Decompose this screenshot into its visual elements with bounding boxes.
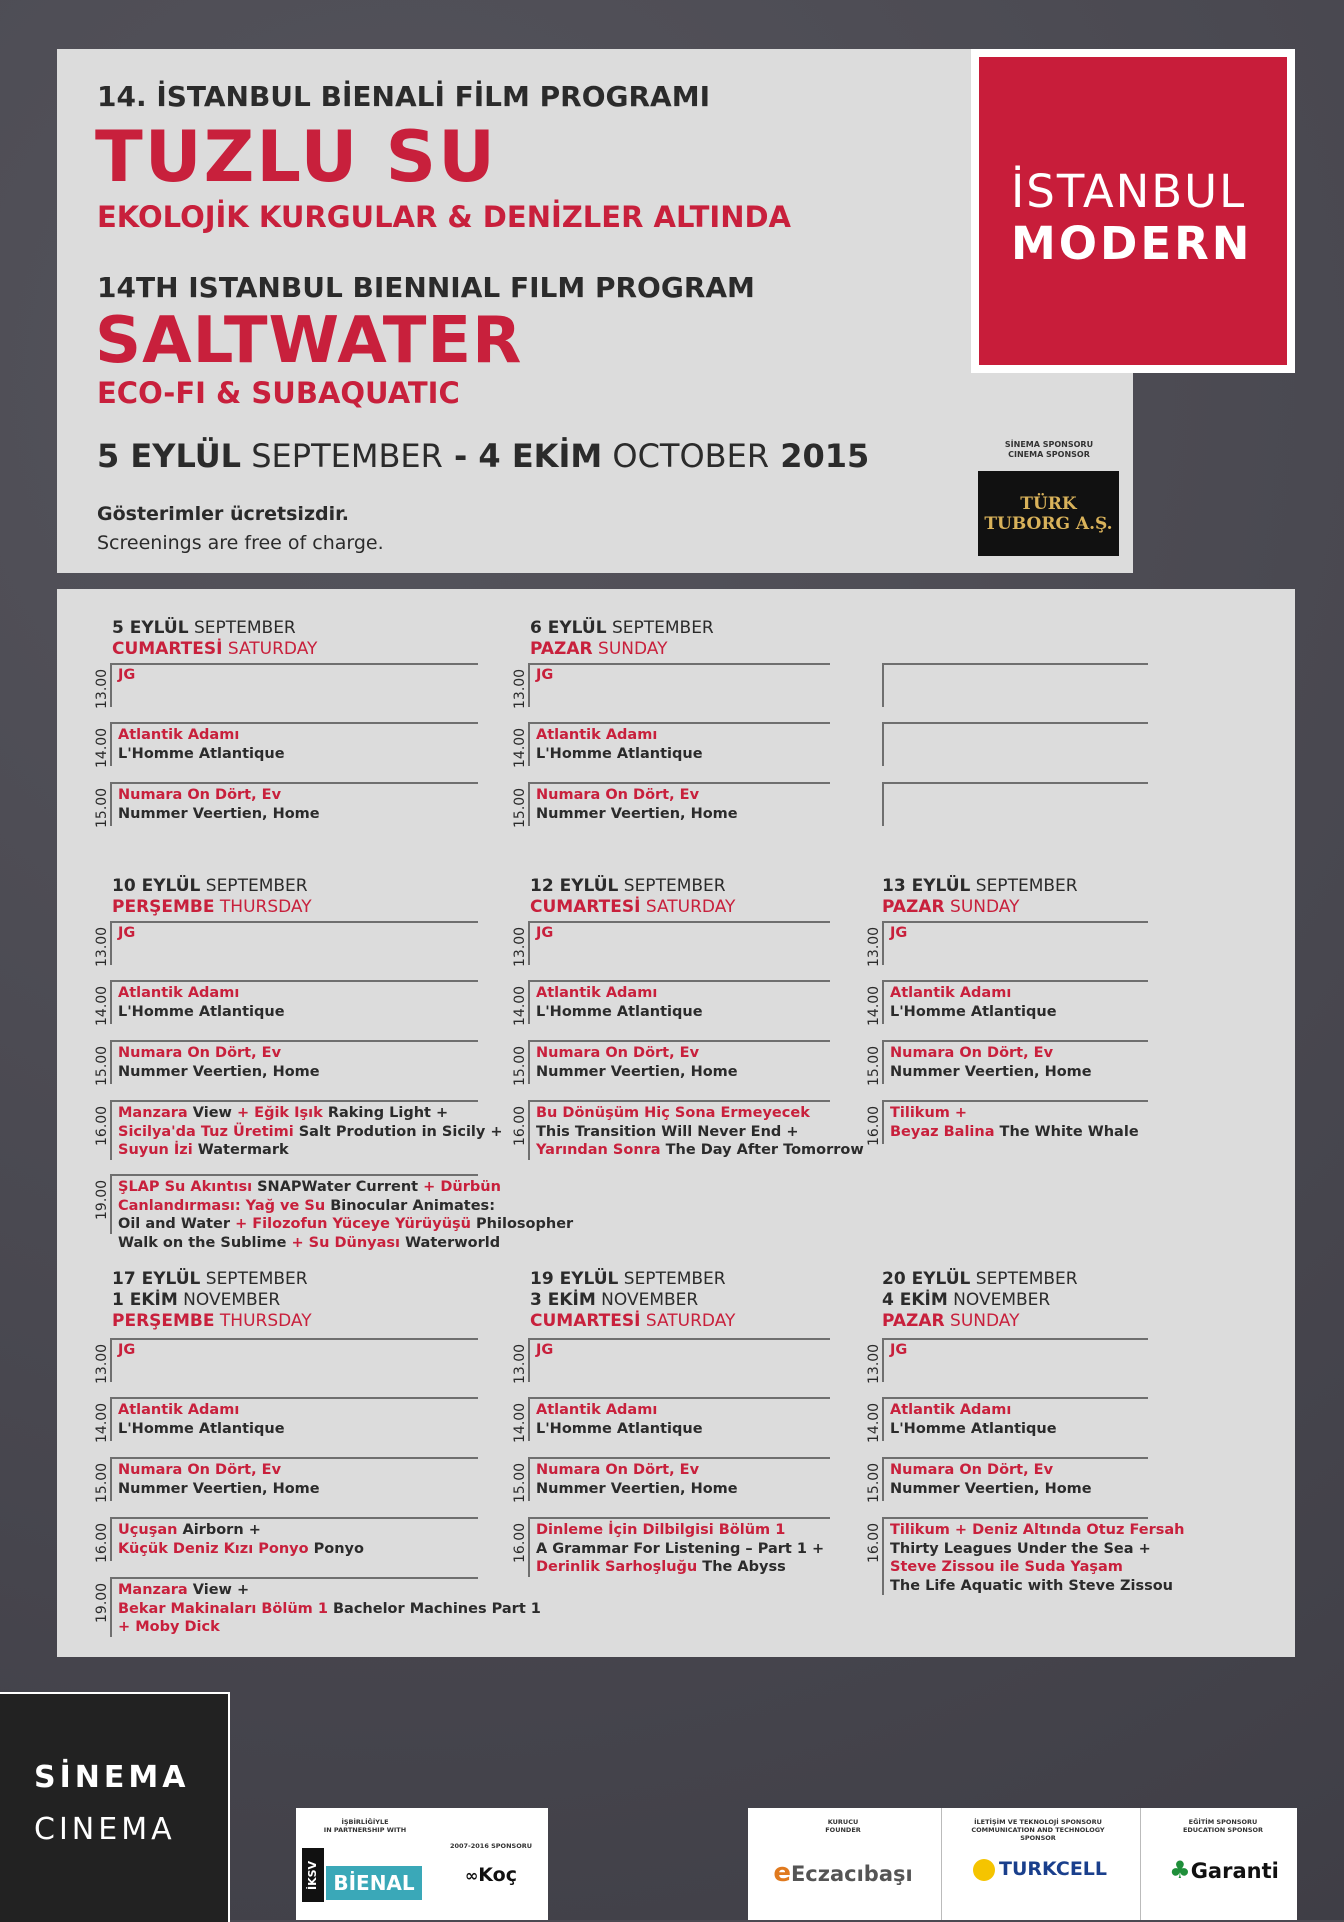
slot-rule bbox=[110, 980, 112, 1024]
slot-rule bbox=[110, 722, 478, 724]
film-entry: Manzara View + Bekar Makinaları Bölüm 1 Bachelor Machines Part 1 + Moby Dick bbox=[118, 1582, 541, 1635]
slot-rule bbox=[110, 663, 112, 707]
time-label: 15.00 bbox=[512, 787, 528, 828]
slot-rule bbox=[110, 1457, 112, 1501]
slot-rule bbox=[528, 663, 530, 707]
film-entry: Numara On Dört, Ev Nummer Veertien, Home bbox=[118, 787, 320, 822]
time-label: 14.00 bbox=[512, 727, 528, 768]
slot-rule bbox=[528, 1457, 830, 1459]
slot-rule bbox=[882, 1457, 1148, 1459]
slot-rule bbox=[110, 1040, 112, 1084]
film-entry: Dinleme İçin Dilbilgisi Bölüm 1 A Grammar For Listening – Part 1 + Derinlik Sarhoşluğu The Abyss bbox=[536, 1522, 825, 1575]
time-label: 14.00 bbox=[512, 1402, 528, 1443]
slot-rule bbox=[882, 1338, 1148, 1340]
slot-rule bbox=[110, 1100, 478, 1102]
film-entry: JG bbox=[118, 1342, 136, 1358]
time-label: 14.00 bbox=[866, 985, 882, 1026]
slot-rule bbox=[528, 1040, 530, 1084]
partners-box bbox=[296, 1808, 548, 1920]
slot-rule bbox=[528, 980, 830, 982]
film-entry: Atlantik Adamı L'Homme Atlantique bbox=[536, 1402, 703, 1437]
time-label: 13.00 bbox=[866, 926, 882, 967]
film-entry: Atlantik Adamı L'Homme Atlantique bbox=[536, 985, 703, 1020]
day-heading: 19 EYLÜL SEPTEMBER 3 EKİM NOVEMBER CUMARTESİ SATURDAY bbox=[530, 1269, 736, 1331]
film-entry: JG bbox=[536, 925, 554, 941]
slot-rule bbox=[882, 921, 884, 965]
sinema-label-box bbox=[0, 1692, 230, 1922]
clover-icon: ♣ bbox=[1169, 1856, 1191, 1884]
sinema-label: SİNEMA bbox=[34, 1760, 190, 1795]
slot-rule bbox=[528, 1100, 530, 1160]
time-label: 14.00 bbox=[94, 727, 110, 768]
time-label: 16.00 bbox=[866, 1105, 882, 1146]
slot-rule bbox=[110, 980, 478, 982]
time-label: 15.00 bbox=[512, 1045, 528, 1086]
film-entry: Numara On Dört, Ev Nummer Veertien, Home bbox=[536, 1045, 738, 1080]
film-entry: Numara On Dört, Ev Nummer Veertien, Home bbox=[118, 1045, 320, 1080]
slot-rule bbox=[110, 782, 112, 826]
empty-slot-rule bbox=[882, 663, 1148, 665]
slot-rule bbox=[110, 1338, 112, 1382]
time-label: 16.00 bbox=[94, 1522, 110, 1563]
day-heading: 20 EYLÜL SEPTEMBER 4 EKİM NOVEMBER PAZAR SUNDAY bbox=[882, 1269, 1078, 1331]
slot-rule bbox=[882, 1517, 884, 1595]
slot-rule bbox=[110, 921, 112, 965]
empty-slot-rule bbox=[882, 782, 884, 826]
film-entry: Atlantik Adamı L'Homme Atlantique bbox=[118, 1402, 285, 1437]
slot-rule bbox=[882, 1517, 1148, 1519]
time-label: 19.00 bbox=[94, 1582, 110, 1623]
film-entry: ŞLAP Su Akıntısı SNAPWater Current + Dürbün Canlandırması: Yağ ve Su Binocular Animates: Oil and Water + Filozofun Yüceye Yürüyüşü Philosopher Walk on the Sublime + Su Dünyası Waterworld bbox=[118, 1179, 574, 1251]
time-label: 13.00 bbox=[512, 668, 528, 709]
festival-dates: 5 EYLÜL SEPTEMBER - 4 EKİM OCTOBER 2015 bbox=[97, 437, 870, 475]
slot-rule bbox=[882, 980, 884, 1024]
day-heading: 5 EYLÜL SEPTEMBER CUMARTESİ SATURDAY bbox=[112, 618, 318, 659]
slot-rule bbox=[528, 1338, 830, 1340]
empty-slot-rule bbox=[882, 782, 1148, 784]
time-label: 14.00 bbox=[866, 1402, 882, 1443]
time-label: 13.00 bbox=[512, 926, 528, 967]
slot-rule bbox=[528, 1397, 530, 1441]
time-label: 16.00 bbox=[512, 1105, 528, 1146]
film-entry: Uçuşan Airborn + Küçük Deniz Kızı Ponyo Ponyo bbox=[118, 1522, 364, 1557]
slot-rule bbox=[110, 1397, 112, 1441]
slot-rule bbox=[110, 921, 478, 923]
koc-label: 2007-2016 SPONSORU bbox=[449, 1842, 533, 1850]
time-label: 15.00 bbox=[866, 1045, 882, 1086]
empty-slot-rule bbox=[882, 663, 884, 707]
slot-rule bbox=[110, 1517, 478, 1519]
slot-rule bbox=[110, 1397, 478, 1399]
slot-rule bbox=[882, 1397, 884, 1441]
edu-label: EĞİTİM SPONSORU EDUCATION SPONSOR bbox=[1182, 1818, 1264, 1834]
slot-rule bbox=[528, 1517, 530, 1577]
logo-line1: İSTANBUL bbox=[1011, 165, 1247, 218]
slot-rule bbox=[528, 921, 830, 923]
film-entry: JG bbox=[890, 925, 908, 941]
slot-rule bbox=[110, 663, 478, 665]
time-label: 13.00 bbox=[94, 668, 110, 709]
iksv-logo: İKSV bbox=[302, 1848, 324, 1902]
slot-rule bbox=[882, 1397, 1148, 1399]
slot-rule bbox=[110, 1577, 112, 1637]
slot-rule bbox=[528, 782, 830, 784]
time-label: 13.00 bbox=[94, 1343, 110, 1384]
turkcell-logo: TURKCELL bbox=[960, 1858, 1120, 1881]
slot-rule bbox=[882, 1100, 884, 1144]
slot-rule bbox=[528, 1100, 830, 1102]
film-entry: Atlantik Adamı L'Homme Atlantique bbox=[118, 727, 285, 762]
partner-label: İŞBİRLİĞİYLE IN PARTNERSHIP WITH bbox=[323, 1818, 407, 1834]
istanbul-modern-logo bbox=[971, 49, 1295, 373]
slot-rule bbox=[882, 921, 1148, 923]
tr-title: TUZLU SU bbox=[95, 116, 497, 198]
slot-rule bbox=[110, 1517, 112, 1561]
slot-rule bbox=[110, 1338, 478, 1340]
slot-rule bbox=[528, 722, 830, 724]
time-label: 14.00 bbox=[512, 985, 528, 1026]
slot-rule bbox=[110, 1174, 112, 1234]
slot-rule bbox=[528, 921, 530, 965]
slot-rule bbox=[110, 1174, 478, 1176]
slot-rule bbox=[528, 1457, 530, 1501]
time-label: 19.00 bbox=[94, 1179, 110, 1220]
slot-rule bbox=[882, 1100, 1148, 1102]
time-label: 15.00 bbox=[512, 1462, 528, 1503]
en-subtitle: ECO-FI & SUBAQUATIC bbox=[97, 376, 460, 410]
slot-rule bbox=[882, 1040, 1148, 1042]
cinema-label: CINEMA bbox=[34, 1812, 176, 1847]
film-entry: JG bbox=[118, 667, 136, 683]
empty-slot-rule bbox=[882, 722, 1148, 724]
slot-rule bbox=[110, 1100, 112, 1160]
turkcell-icon bbox=[973, 1859, 995, 1881]
slot-rule bbox=[528, 980, 530, 1024]
slot-rule bbox=[110, 1040, 478, 1042]
slot-rule bbox=[110, 1457, 478, 1459]
film-entry: JG bbox=[536, 1342, 554, 1358]
film-entry: Atlantik Adamı L'Homme Atlantique bbox=[536, 727, 703, 762]
slot-rule bbox=[528, 1397, 830, 1399]
slot-rule bbox=[110, 1577, 478, 1579]
koc-symbol-icon: ∞ bbox=[464, 1866, 479, 1885]
film-entry: Numara On Dört, Ev Nummer Veertien, Home bbox=[890, 1045, 1092, 1080]
day-heading: 6 EYLÜL SEPTEMBER PAZAR SUNDAY bbox=[530, 618, 714, 659]
slot-rule bbox=[882, 1040, 884, 1084]
empty-slot-rule bbox=[882, 722, 884, 766]
film-entry: Numara On Dört, Ev Nummer Veertien, Home bbox=[536, 787, 738, 822]
slot-rule bbox=[528, 663, 830, 665]
slot-rule bbox=[110, 722, 112, 766]
cinema-sponsor-label: SİNEMA SPONSORU CINEMA SPONSOR bbox=[1004, 440, 1094, 459]
divider bbox=[941, 1808, 942, 1920]
slot-rule bbox=[882, 1457, 884, 1501]
film-entry: Tilikum + Deniz Altında Otuz Fersah Thirty Leagues Under the Sea + Steve Zissou ile Suda Yaşam The Life Aquatic with Steve Zissou bbox=[890, 1522, 1185, 1594]
eczacibasi-logo: eEczacıbaşı bbox=[773, 1858, 913, 1888]
day-heading: 10 EYLÜL SEPTEMBER PERŞEMBE THURSDAY bbox=[112, 876, 312, 917]
sponsors-box bbox=[748, 1808, 1297, 1920]
time-label: 15.00 bbox=[94, 787, 110, 828]
free-tr: Gösterimler ücretsizdir. bbox=[97, 503, 349, 525]
film-entry: JG bbox=[118, 925, 136, 941]
eczacibasi-e-icon: e bbox=[773, 1858, 791, 1888]
film-entry: Numara On Dört, Ev Nummer Veertien, Home bbox=[536, 1462, 738, 1497]
bienal-logo: BİENAL bbox=[326, 1866, 422, 1900]
time-label: 15.00 bbox=[866, 1462, 882, 1503]
time-label: 14.00 bbox=[94, 1402, 110, 1443]
time-label: 14.00 bbox=[94, 985, 110, 1026]
free-en: Screenings are free of charge. bbox=[97, 532, 384, 554]
tr-subtitle: EKOLOJİK KURGULAR & DENİZLER ALTINDA bbox=[97, 200, 791, 234]
divider bbox=[1140, 1808, 1141, 1920]
time-label: 13.00 bbox=[512, 1343, 528, 1384]
comm-label: İLETİŞİM VE TEKNOLOJİ SPONSORU COMMUNICATION AND TECHNOLOGY SPONSOR bbox=[971, 1818, 1105, 1842]
time-label: 15.00 bbox=[94, 1045, 110, 1086]
film-entry: Numara On Dört, Ev Nummer Veertien, Home bbox=[890, 1462, 1092, 1497]
tr-program-title: 14. İSTANBUL BİENALİ FİLM PROGRAMI bbox=[97, 80, 711, 113]
time-label: 16.00 bbox=[866, 1522, 882, 1563]
slot-rule bbox=[882, 980, 1148, 982]
film-entry: Atlantik Adamı L'Homme Atlantique bbox=[890, 985, 1057, 1020]
logo-line2: MODERN bbox=[1011, 217, 1253, 270]
time-label: 13.00 bbox=[866, 1343, 882, 1384]
film-entry: Tilikum + Beyaz Balina The White Whale bbox=[890, 1105, 1139, 1140]
slot-rule bbox=[528, 1040, 830, 1042]
time-label: 15.00 bbox=[94, 1462, 110, 1503]
slot-rule bbox=[528, 782, 530, 826]
film-entry: Atlantik Adamı L'Homme Atlantique bbox=[118, 985, 285, 1020]
en-title: SALTWATER bbox=[95, 304, 523, 378]
film-entry: JG bbox=[536, 667, 554, 683]
day-heading: 13 EYLÜL SEPTEMBER PAZAR SUNDAY bbox=[882, 876, 1078, 917]
time-label: 16.00 bbox=[94, 1105, 110, 1146]
day-heading: 17 EYLÜL SEPTEMBER 1 EKİM NOVEMBER PERŞEMBE THURSDAY bbox=[112, 1269, 312, 1331]
slot-rule bbox=[528, 1338, 530, 1382]
time-label: 13.00 bbox=[94, 926, 110, 967]
slot-rule bbox=[110, 782, 478, 784]
slot-rule bbox=[528, 722, 530, 766]
slot-rule bbox=[528, 1517, 830, 1519]
tuborg-logo: TÜRK TUBORG A.Ş. bbox=[978, 471, 1119, 556]
film-entry: Numara On Dört, Ev Nummer Veertien, Home bbox=[118, 1462, 320, 1497]
garanti-logo: ♣Garanti bbox=[1169, 1856, 1279, 1884]
schedule-panel bbox=[57, 589, 1295, 1657]
film-entry: Atlantik Adamı L'Homme Atlantique bbox=[890, 1402, 1057, 1437]
film-entry: Manzara View + Eğik Işık Raking Light + Sicilya'da Tuz Üretimi Salt Prodution in Sicily + Suyun İzi Watermark bbox=[118, 1105, 503, 1158]
day-heading: 12 EYLÜL SEPTEMBER CUMARTESİ SATURDAY bbox=[530, 876, 736, 917]
film-entry: Bu Dönüşüm Hiç Sona Ermeyecek This Transition Will Never End + Yarından Sonra The Day After Tomorrow bbox=[536, 1105, 864, 1158]
en-program-title: 14TH ISTANBUL BIENNIAL FILM PROGRAM bbox=[97, 271, 755, 304]
time-label: 16.00 bbox=[512, 1522, 528, 1563]
koc-logo: ∞Koç bbox=[464, 1864, 518, 1886]
founder-label: KURUCU FOUNDER bbox=[825, 1818, 861, 1834]
slot-rule bbox=[882, 1338, 884, 1382]
film-entry: JG bbox=[890, 1342, 908, 1358]
